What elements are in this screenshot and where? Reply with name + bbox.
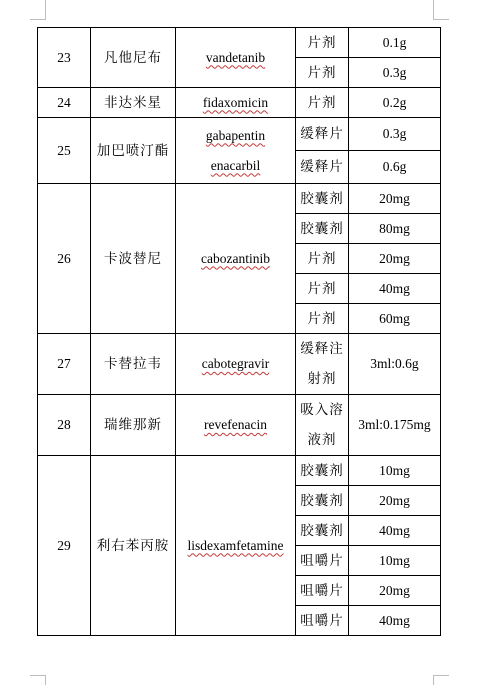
specification-cell: 0.1g bbox=[349, 28, 441, 58]
table-row bbox=[38, 118, 441, 151]
table-row bbox=[38, 456, 441, 486]
dosage-form-cell bbox=[296, 456, 349, 486]
specification-cell: 40mg bbox=[349, 274, 441, 304]
dosage-form-cell bbox=[296, 516, 349, 546]
drug-english-name: revefenacin bbox=[204, 417, 267, 432]
specification-cell: 0.2g bbox=[349, 88, 441, 118]
drug-english-name: vandetanib bbox=[205, 49, 266, 65]
specification-cell: 60mg bbox=[349, 304, 441, 334]
dosage-form-cell bbox=[296, 576, 349, 606]
dosage-form: 液剂 bbox=[307, 432, 337, 448]
drug-chinese-name-cell: 凡他尼布 bbox=[91, 28, 176, 88]
dosage-form-cell bbox=[296, 244, 349, 274]
drug-number-cell: 26 bbox=[38, 184, 91, 334]
drug-chinese-name-cell: 卡波替尼 bbox=[91, 184, 176, 334]
specification-cell: 3ml:0.175mg bbox=[349, 395, 441, 456]
drug-english-name: fidaxomicin bbox=[202, 94, 269, 110]
drug-chinese-name-cell: 卡替拉韦 bbox=[91, 334, 176, 395]
specification-cell: 40mg bbox=[349, 606, 441, 636]
dosage-form: 胶囊剂 bbox=[300, 462, 344, 479]
dosage-form-cell bbox=[296, 395, 349, 456]
drug-english-name-cell bbox=[176, 456, 296, 636]
drug-chinese-name-cell: 瑞维那新 bbox=[91, 395, 176, 456]
specification-cell: 20mg bbox=[349, 244, 441, 274]
table-row bbox=[38, 88, 441, 118]
drug-number-cell: 23 bbox=[38, 28, 91, 88]
dosage-form: 缓释注 bbox=[300, 341, 344, 357]
table-row bbox=[38, 28, 441, 58]
crop-mark bbox=[30, 675, 46, 676]
drug-english-name-cell bbox=[176, 184, 296, 334]
crop-mark bbox=[433, 19, 449, 20]
specification-cell: 0.6g bbox=[349, 151, 441, 184]
drug-chinese-name-cell: 非达米星 bbox=[91, 88, 176, 118]
drug-english-name-cell bbox=[176, 118, 296, 184]
drug-english-name-cell bbox=[176, 334, 296, 395]
table-row bbox=[38, 395, 441, 456]
dosage-form: 胶囊剂 bbox=[300, 220, 344, 237]
dosage-form: 缓释片 bbox=[300, 126, 344, 142]
drug-english-name: cabotegravir bbox=[201, 356, 270, 371]
dosage-form: 胶囊剂 bbox=[300, 522, 344, 539]
dosage-form: 胶囊剂 bbox=[300, 190, 344, 207]
specification-cell: 0.3g bbox=[349, 118, 441, 151]
dosage-form: 片剂 bbox=[307, 94, 337, 111]
dosage-form: 片剂 bbox=[307, 64, 337, 81]
dosage-form: 片剂 bbox=[307, 250, 337, 267]
dosage-form: 片剂 bbox=[307, 280, 337, 297]
dosage-form: 咀嚼片 bbox=[300, 552, 344, 569]
specification-cell: 20mg bbox=[349, 486, 441, 516]
specification-cell: 40mg bbox=[349, 516, 441, 546]
crop-mark bbox=[433, 675, 449, 676]
drug-english-name-cell bbox=[176, 88, 296, 118]
drug-chinese-name-cell: 加巴喷汀酯 bbox=[91, 118, 176, 184]
drug-number-cell: 25 bbox=[38, 118, 91, 184]
dosage-form-cell bbox=[296, 606, 349, 636]
specification-cell: 3ml:0.6g bbox=[349, 334, 441, 395]
dosage-form-cell bbox=[296, 546, 349, 576]
drug-english-name: gabapentin bbox=[205, 127, 266, 143]
dosage-form: 咀嚼片 bbox=[300, 582, 344, 599]
dosage-form-cell bbox=[296, 118, 349, 151]
drug-number-cell: 29 bbox=[38, 456, 91, 636]
drug-number-cell: 28 bbox=[38, 395, 91, 456]
drug-english-name-cell bbox=[176, 395, 296, 456]
table-row bbox=[38, 184, 441, 214]
crop-mark bbox=[30, 19, 46, 20]
crop-mark bbox=[433, 0, 434, 20]
dosage-form-cell bbox=[296, 304, 349, 334]
table-row bbox=[38, 334, 441, 395]
dosage-form: 吸入溶 bbox=[300, 402, 344, 418]
drug-number-cell: 24 bbox=[38, 88, 91, 118]
dosage-form-cell bbox=[296, 274, 349, 304]
specification-cell: 0.3g bbox=[349, 58, 441, 88]
drug-number-cell: 27 bbox=[38, 334, 91, 395]
crop-mark bbox=[45, 675, 46, 685]
crop-mark bbox=[45, 0, 46, 20]
drug-english-name: cabozantinib bbox=[201, 250, 270, 266]
drug-english-name: enacarbil bbox=[210, 157, 261, 173]
dosage-form-cell bbox=[296, 28, 349, 58]
dosage-form: 胶囊剂 bbox=[300, 492, 344, 509]
dosage-form: 片剂 bbox=[307, 34, 337, 51]
specification-cell: 20mg bbox=[349, 576, 441, 606]
dosage-form-cell bbox=[296, 486, 349, 516]
drug-english-name-cell bbox=[176, 28, 296, 88]
specification-cell: 20mg bbox=[349, 184, 441, 214]
crop-mark bbox=[433, 675, 434, 685]
dosage-form: 缓释片 bbox=[300, 159, 344, 175]
specification-cell: 10mg bbox=[349, 546, 441, 576]
dosage-form: 射剂 bbox=[307, 371, 337, 387]
dosage-form: 片剂 bbox=[307, 310, 337, 327]
dosage-form-cell bbox=[296, 151, 349, 184]
dosage-form-cell bbox=[296, 88, 349, 118]
specification-cell: 10mg bbox=[349, 456, 441, 486]
dosage-form-cell bbox=[296, 334, 349, 395]
dosage-form-cell bbox=[296, 58, 349, 88]
drug-spec-table bbox=[37, 27, 441, 636]
drug-english-name: lisdexamfetamine bbox=[187, 537, 284, 553]
dosage-form-cell bbox=[296, 214, 349, 244]
dosage-form: 咀嚼片 bbox=[300, 612, 344, 629]
drug-chinese-name-cell: 利右苯丙胺 bbox=[91, 456, 176, 636]
dosage-form-cell bbox=[296, 184, 349, 214]
specification-cell: 80mg bbox=[349, 214, 441, 244]
